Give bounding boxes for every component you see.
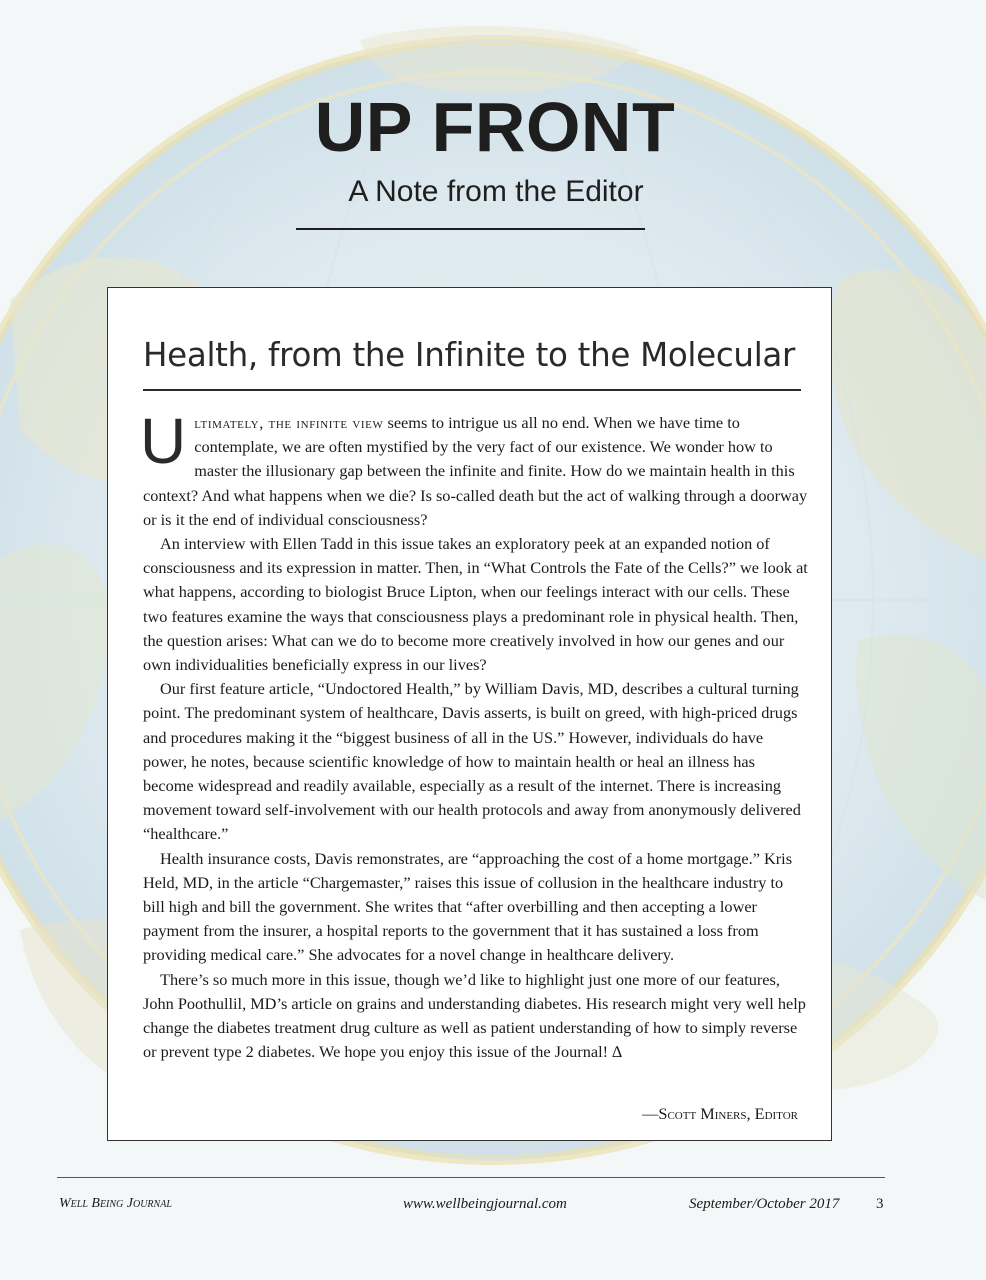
editor-note-box	[107, 287, 832, 1141]
article-paragraph-1	[140, 405, 808, 532]
editor-signature: —Scott Miners, Editor	[642, 1104, 798, 1123]
footer-website-link[interactable]: www.wellbeingjournal.com	[403, 1196, 567, 1212]
footer-journal-name: Well Being Journal	[59, 1196, 172, 1211]
masthead	[0, 88, 986, 210]
drop-cap: U	[140, 405, 187, 477]
masthead-divider	[296, 228, 645, 230]
section-subtitle: A Note from the Editor	[348, 175, 644, 208]
paragraph-1-text: seems to intrigue us all no end. When we have time to contemplate, we are often mystified by the very fact of our existence. We wonder how to master the illusionary gap between the infinite and finite. How do we maintain health in this context? And what happens when we die? Is so-called death but the act of walking through a doorway or is it the end of individual consciousness?	[143, 413, 808, 529]
footer-divider	[57, 1177, 885, 1178]
article-title-divider	[143, 389, 801, 391]
footer-issue-date: September/October 2017	[689, 1196, 840, 1212]
section-title: UP FRONT	[314, 88, 676, 166]
article-title: Health, from the Infinite to the Molecular	[143, 336, 796, 374]
article-paragraph-5: There’s so much more in this issue, though we’d like to highlight just one more of our features, John Poothullil, MD’s article on grains and understanding diabetes. His research might very well help change the diabetes treatment drug culture as well as patient understanding of how to simply reverse or prevent type 2 diabetes. We hope you enjoy this issue of the Journal! ∆	[143, 969, 806, 1062]
article-body	[140, 405, 808, 1064]
article-paragraph-3: Our first feature article, “Undoctored Health,” by William Davis, MD, describes a cultural turning point. The predominant system of healthcare, Davis asserts, is built on greed, with high-priced drugs and procedures making it the “biggest business of all in the US.” However, individuals do have power, he notes, because scientific knowledge of how to maintain health or heal an illness has become widespread and readily available, especially as a result of the internet. There is increasing movement toward self-involvement with our health protocols and away from anonymously delivered “healthcare.”	[143, 679, 801, 844]
lead-in-words: ltimately, the infinite view	[194, 413, 384, 432]
page-number: 3	[876, 1196, 884, 1212]
article-paragraph-2: An interview with Ellen Tadd in this issue takes an exploratory peek at an expanded notion of consciousness and its expression in matter. Then, in “What Controls the Fate of the Cells?” we look at what happens, according to biologist Bruce Lipton, when our feelings interact with our cells. These two features examine the ways that consciousness plays a predominant role in physical health. Then, the question arises: What can we do to become more creatively involved in how our genes and our own individualities beneficially express in our lives?	[143, 534, 808, 675]
article-paragraph-4: Health insurance costs, Davis remonstrates, are “approaching the cost of a home mortgage.” Kris Held, MD, in the article “Chargemaster,” raises this issue of collusion in the healthcare industry to bill high and bill the government. She writes that “after overbilling and then accepting a lower payment from the insurer, a hospital reports to the government that it has sustained a loss from providing medical care.” She advocates for a novel change in healthcare delivery.	[143, 848, 793, 965]
